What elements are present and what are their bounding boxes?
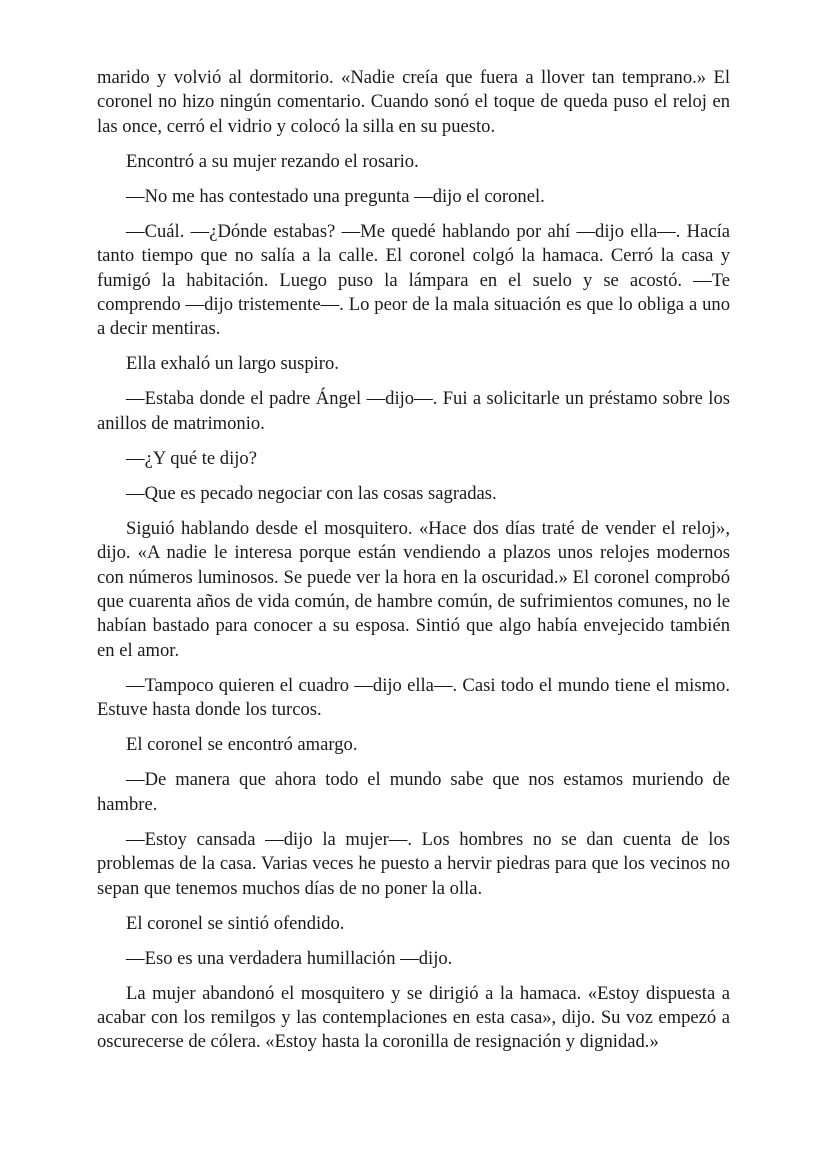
paragraph-continuation: marido y volvió al dormitorio. «Nadie creía que fuera a llover tan temprano.» El coronel no hizo ningún comentario. Cuando sonó el toque de queda puso el reloj en las once, cerró el vidrio y colocó la silla en su puesto. (97, 67, 730, 137)
paragraph: —No me has contestado una pregunta —dijo el coronel. (126, 185, 545, 207)
paragraph: —Estoy cansada —dijo la mujer—. Los hombres no se dan cuenta de los problemas de la casa. Varias veces he puesto a hervir piedras para que los vecinos no sepan que tenemos muchos días de no poner la olla. (97, 828, 730, 899)
paragraph: —Que es pecado negociar con las cosas sagradas. (126, 482, 497, 504)
paragraph: Ella exhaló un largo suspiro. (126, 353, 339, 375)
document-page (97, 66, 730, 1065)
paragraph: —Estaba donde el padre Ángel —dijo—. Fui a solicitarle un préstamo sobre los anillos de matrimonio. (97, 388, 730, 434)
paragraph: —Cuál. —¿Dónde estabas? —Me quedé hablando por ahí —dijo ella—. Hacía tanto tiempo que no salía a la calle. El coronel colgó la hamaca. Cerró la casa y fumigó la habitación. Luego puso la lámpara en el suelo y se acostó. —Te comprendo —dijo tristemente—. Lo peor de la mala situación es que lo obliga a uno a decir mentiras. (97, 220, 730, 340)
paragraph: —Tampoco quieren el cuadro —dijo ella—. Casi todo el mundo tiene el mismo. Estuve hasta donde los turcos. (97, 674, 730, 721)
paragraph: Siguió hablando desde el mosquitero. «Hace dos días traté de vender el reloj», dijo. «A nadie le interesa porque están vendiendo a plazos unos relojes modernos con números luminosos. Se puede ver la hora en la oscuridad.» El coronel comprobó que cuarenta años de vida común, de hambre común, de sufrimientos comunes, no le habían bastado para conocer a su esposa. Sintió que algo había envejecido también en el amor. (97, 517, 730, 661)
paragraph: La mujer abandonó el mosquitero y se dirigió a la hamaca. «Estoy dispuesta a acabar con los remilgos y las contemplaciones en esta casa», dijo. Su voz empezó a oscurecerse de cólera. «Estoy hasta la coronilla de resignación y dignidad.» (97, 982, 730, 1053)
paragraph: —De manera que ahora todo el mundo sabe que nos estamos muriendo de hambre. (97, 769, 730, 815)
paragraph: El coronel se encontró amargo. (126, 734, 358, 756)
paragraph: —Eso es una verdadera humillación —dijo. (126, 947, 453, 969)
paragraph: —¿Y qué te dijo? (126, 447, 257, 469)
paragraph: Encontró a su mujer rezando el rosario. (126, 150, 419, 172)
paragraph: El coronel se sintió ofendido. (126, 912, 345, 934)
